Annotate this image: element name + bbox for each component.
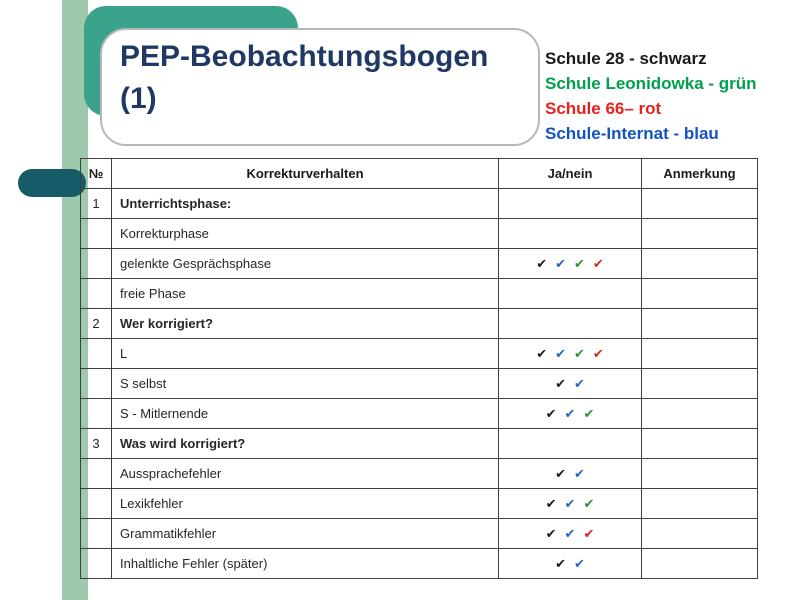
ja-nein-cell — [499, 369, 642, 399]
row-label: S - Mitlernende — [112, 399, 499, 429]
row-label: Korrekturphase — [112, 219, 499, 249]
anmerkung-cell — [642, 309, 758, 339]
column-header: № — [81, 159, 112, 189]
check-icon-schwarz: ✔ — [555, 555, 566, 571]
slide-title: PEP-Beobachtungsbogen (1) — [120, 40, 489, 115]
check-icon-schwarz: ✔ — [555, 465, 566, 481]
table-row — [81, 249, 758, 279]
row-label: Lexikfehler — [112, 489, 499, 519]
check-icon-blau: ✔ — [574, 375, 585, 391]
row-number: 2 — [81, 309, 112, 339]
table-row — [81, 489, 758, 519]
anmerkung-cell — [642, 549, 758, 579]
ja-nein-cell — [499, 309, 642, 339]
row-label: Aussprachefehler — [112, 459, 499, 489]
anmerkung-cell — [642, 429, 758, 459]
row-number — [81, 519, 112, 549]
ja-nein-cell — [499, 549, 642, 579]
row-number — [81, 399, 112, 429]
table-row — [81, 519, 758, 549]
check-icon-rot: ✔ — [592, 345, 604, 361]
row-label: gelenkte Gesprächsphase — [112, 249, 499, 279]
ja-nein-cell — [499, 519, 642, 549]
check-icon-grün: ✔ — [583, 405, 595, 421]
legend-item: Schule 28 - schwarz — [545, 49, 707, 68]
table-row — [81, 279, 758, 309]
check-icon-blau: ✔ — [574, 465, 585, 481]
row-label: S selbst — [112, 369, 499, 399]
legend-item: Schule-Internat - blau — [545, 124, 719, 143]
row-number — [81, 549, 112, 579]
check-icon-rot: ✔ — [583, 525, 595, 541]
row-number — [81, 219, 112, 249]
row-label: L — [112, 339, 499, 369]
anmerkung-cell — [642, 459, 758, 489]
row-number — [81, 249, 112, 279]
row-number — [81, 369, 112, 399]
table-row — [81, 339, 758, 369]
check-icon-rot: ✔ — [592, 255, 604, 271]
anmerkung-cell — [642, 489, 758, 519]
anmerkung-cell — [642, 339, 758, 369]
check-icon-blau: ✔ — [555, 345, 566, 361]
anmerkung-cell — [642, 399, 758, 429]
anmerkung-cell — [642, 249, 758, 279]
row-number: 3 — [81, 429, 112, 459]
legend-item: Schule Leonidowka - grün — [545, 74, 757, 93]
check-icon-schwarz: ✔ — [536, 255, 548, 271]
table-row — [81, 219, 758, 249]
ja-nein-cell — [499, 339, 642, 369]
row-number: 1 — [81, 189, 112, 219]
check-icon-blau: ✔ — [564, 405, 576, 421]
check-icon-schwarz: ✔ — [555, 375, 566, 391]
table-row — [81, 369, 758, 399]
ja-nein-cell — [499, 249, 642, 279]
ja-nein-cell — [499, 189, 642, 219]
table-row — [81, 309, 758, 339]
row-number — [81, 459, 112, 489]
column-header: Anmerkung — [642, 159, 758, 189]
anmerkung-cell — [642, 279, 758, 309]
ja-nein-cell — [499, 429, 642, 459]
table-row — [81, 399, 758, 429]
check-icon-grün: ✔ — [583, 495, 595, 511]
row-label: Wer korrigiert? — [112, 309, 499, 339]
table-row — [81, 429, 758, 459]
column-header: Ja/nein — [499, 159, 642, 189]
ja-nein-cell — [499, 279, 642, 309]
table-row — [81, 459, 758, 489]
row-label: Inhaltliche Fehler (später) — [112, 549, 499, 579]
row-number — [81, 339, 112, 369]
check-icon-grün: ✔ — [574, 345, 585, 361]
row-number — [81, 489, 112, 519]
ja-nein-cell — [499, 399, 642, 429]
check-icon-schwarz: ✔ — [536, 345, 548, 361]
check-icon-schwarz: ✔ — [545, 525, 557, 541]
check-icon-schwarz: ✔ — [545, 495, 557, 511]
legend — [545, 46, 757, 146]
ja-nein-cell — [499, 489, 642, 519]
observation-table — [80, 158, 758, 579]
table-body — [81, 189, 758, 579]
row-label: Unterrichtsphase: — [112, 189, 499, 219]
table-row — [81, 189, 758, 219]
row-number — [81, 279, 112, 309]
row-label: Was wird korrigiert? — [112, 429, 499, 459]
row-label: Grammatikfehler — [112, 519, 499, 549]
check-icon-blau: ✔ — [574, 555, 585, 571]
legend-item: Schule 66– rot — [545, 99, 662, 118]
check-icon-schwarz: ✔ — [545, 405, 557, 421]
check-icon-grün: ✔ — [574, 255, 585, 271]
title-card — [100, 28, 540, 146]
anmerkung-cell — [642, 519, 758, 549]
table-header-row — [81, 159, 758, 189]
anmerkung-cell — [642, 189, 758, 219]
check-icon-blau: ✔ — [555, 255, 566, 271]
check-icon-blau: ✔ — [564, 495, 576, 511]
ja-nein-cell — [499, 459, 642, 489]
table-row — [81, 549, 758, 579]
check-icon-blau: ✔ — [564, 525, 576, 541]
side-accent-pill — [18, 169, 86, 197]
ja-nein-cell — [499, 219, 642, 249]
column-header: Korrekturverhalten — [112, 159, 499, 189]
anmerkung-cell — [642, 369, 758, 399]
anmerkung-cell — [642, 219, 758, 249]
row-label: freie Phase — [112, 279, 499, 309]
